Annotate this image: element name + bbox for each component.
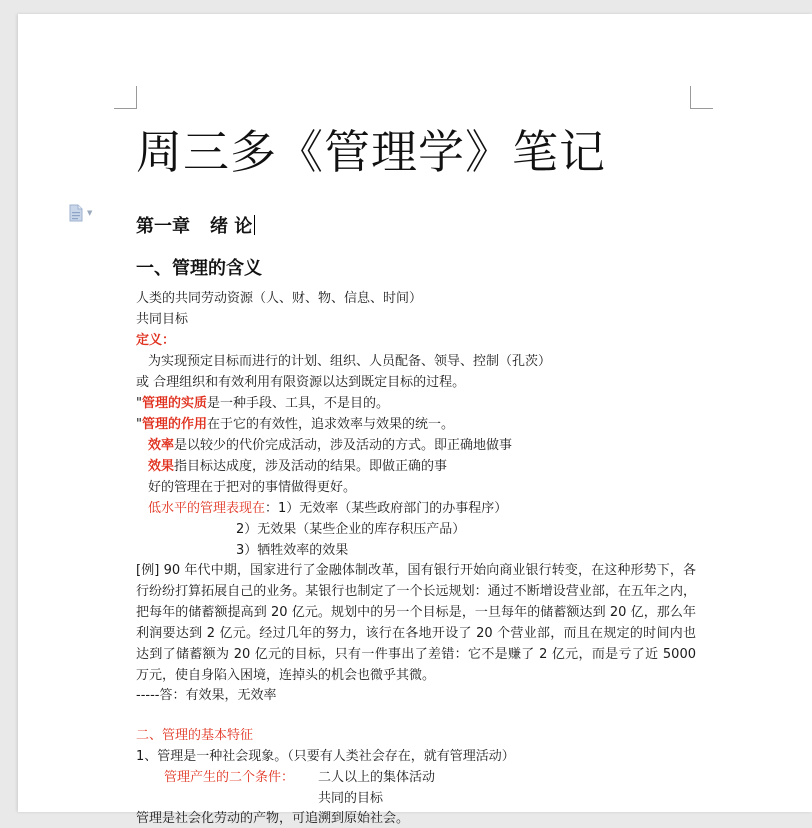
example-paragraph: [例] 90 年代中期，国家进行了金融体制改革，国有银行开始向商业银行转变，在这种形势下，各行纷纷打算拓展自己的业务。某银行也制定了一个长远规划：通过不断增设营业部，在五年之内，把每年的储蓄额提高到 20 亿元。规划中的另一个目标是，一旦每年的储蓄额达到 20 亿，那么年利润要达到 2 亿元。经过几年的努力，该行在各地开设了 20 个营业部，而且在规定的时间内也达到了储蓄额为 20 亿元的目标，只有一件事出了差错：它不是赚了 2 亿元，而是亏了近 5000 万元，使自身陷入困境，连掉头的机会也微乎其微。: [136, 563, 696, 683]
efficiency-term: 效率: [148, 438, 175, 453]
text-cursor: [254, 215, 255, 235]
role-term: 管理的作用: [141, 417, 207, 432]
crop-mark-top-right: [690, 86, 713, 109]
low-level-item-2: 2）无效果（某些企业的库存积压产品）: [236, 522, 466, 537]
definition-text: 为实现预定目标而进行的计划、组织、人员配备、领导、控制（孔茨）: [148, 354, 552, 369]
effect-text: 指目标达成度，涉及活动的结果。即做正确的事: [174, 459, 448, 474]
good-management-line: 好的管理在于把对的事情做得更好。: [148, 480, 357, 495]
document-page: [18, 14, 812, 826]
section-heading-2: 二、管理的基本特征: [136, 728, 254, 743]
document-title: 周三多《管理学》笔记: [136, 125, 606, 179]
effect-term: 效果: [148, 459, 175, 474]
efficiency-line: [148, 437, 512, 455]
low-level-line: [148, 500, 507, 518]
text-line: 人类的共同劳动资源（人、财、物、信息、时间）: [136, 291, 423, 306]
essence-term: 管理的实质: [141, 396, 207, 411]
definition-label: 定义：: [136, 333, 176, 348]
document-icon: [68, 204, 84, 222]
paragraph-menu[interactable]: [68, 204, 92, 222]
essence-line: "管理的实质是一种手段、工具，不是目的。: [136, 396, 390, 411]
answer-line: -----答：有效果，无效率: [136, 688, 277, 703]
role-line: "管理的作用在于它的有效性，追求效率与效果的统一。: [136, 417, 455, 432]
condition-1: 二人以上的集体活动: [318, 770, 436, 785]
effect-line: [148, 458, 447, 476]
low-level-term: 低水平的管理表现在: [148, 501, 266, 516]
chevron-down-icon: ▼: [87, 209, 93, 217]
role-text: 在于它的有效性，追求效率与效果的统一。: [207, 417, 455, 432]
text-line: 共同目标: [136, 312, 189, 327]
conditions-label: 管理产生的二个条件：: [164, 770, 295, 785]
essence-text: 是一种手段、工具，不是目的。: [207, 396, 390, 411]
chapter-name: 绪 论: [210, 216, 253, 237]
chapter-number: 第一章: [136, 216, 190, 237]
last-line: 管理是社会化劳动的产物，可追溯到原始社会。: [136, 811, 410, 826]
chapter-heading: [136, 214, 255, 240]
feature-item-1: 1、管理是一种社会现象。（只要有人类社会存在，就有管理活动）: [136, 749, 515, 764]
low-level-item-3: 3）牺牲效率的效果: [236, 543, 349, 558]
efficiency-text: 是以较少的代价完成活动，涉及活动的方式。即正确地做事: [174, 438, 513, 453]
crop-mark-top-left: [114, 86, 137, 109]
condition-2: 共同的目标: [318, 791, 384, 806]
definition-alt: 或 合理组织和有效利用有限资源以达到既定目标的过程。: [136, 375, 466, 390]
low-level-item-1: ：1）无效率（某些政府部门的办事程序）: [265, 501, 508, 516]
section-heading-1: 一、管理的含义: [136, 258, 262, 279]
